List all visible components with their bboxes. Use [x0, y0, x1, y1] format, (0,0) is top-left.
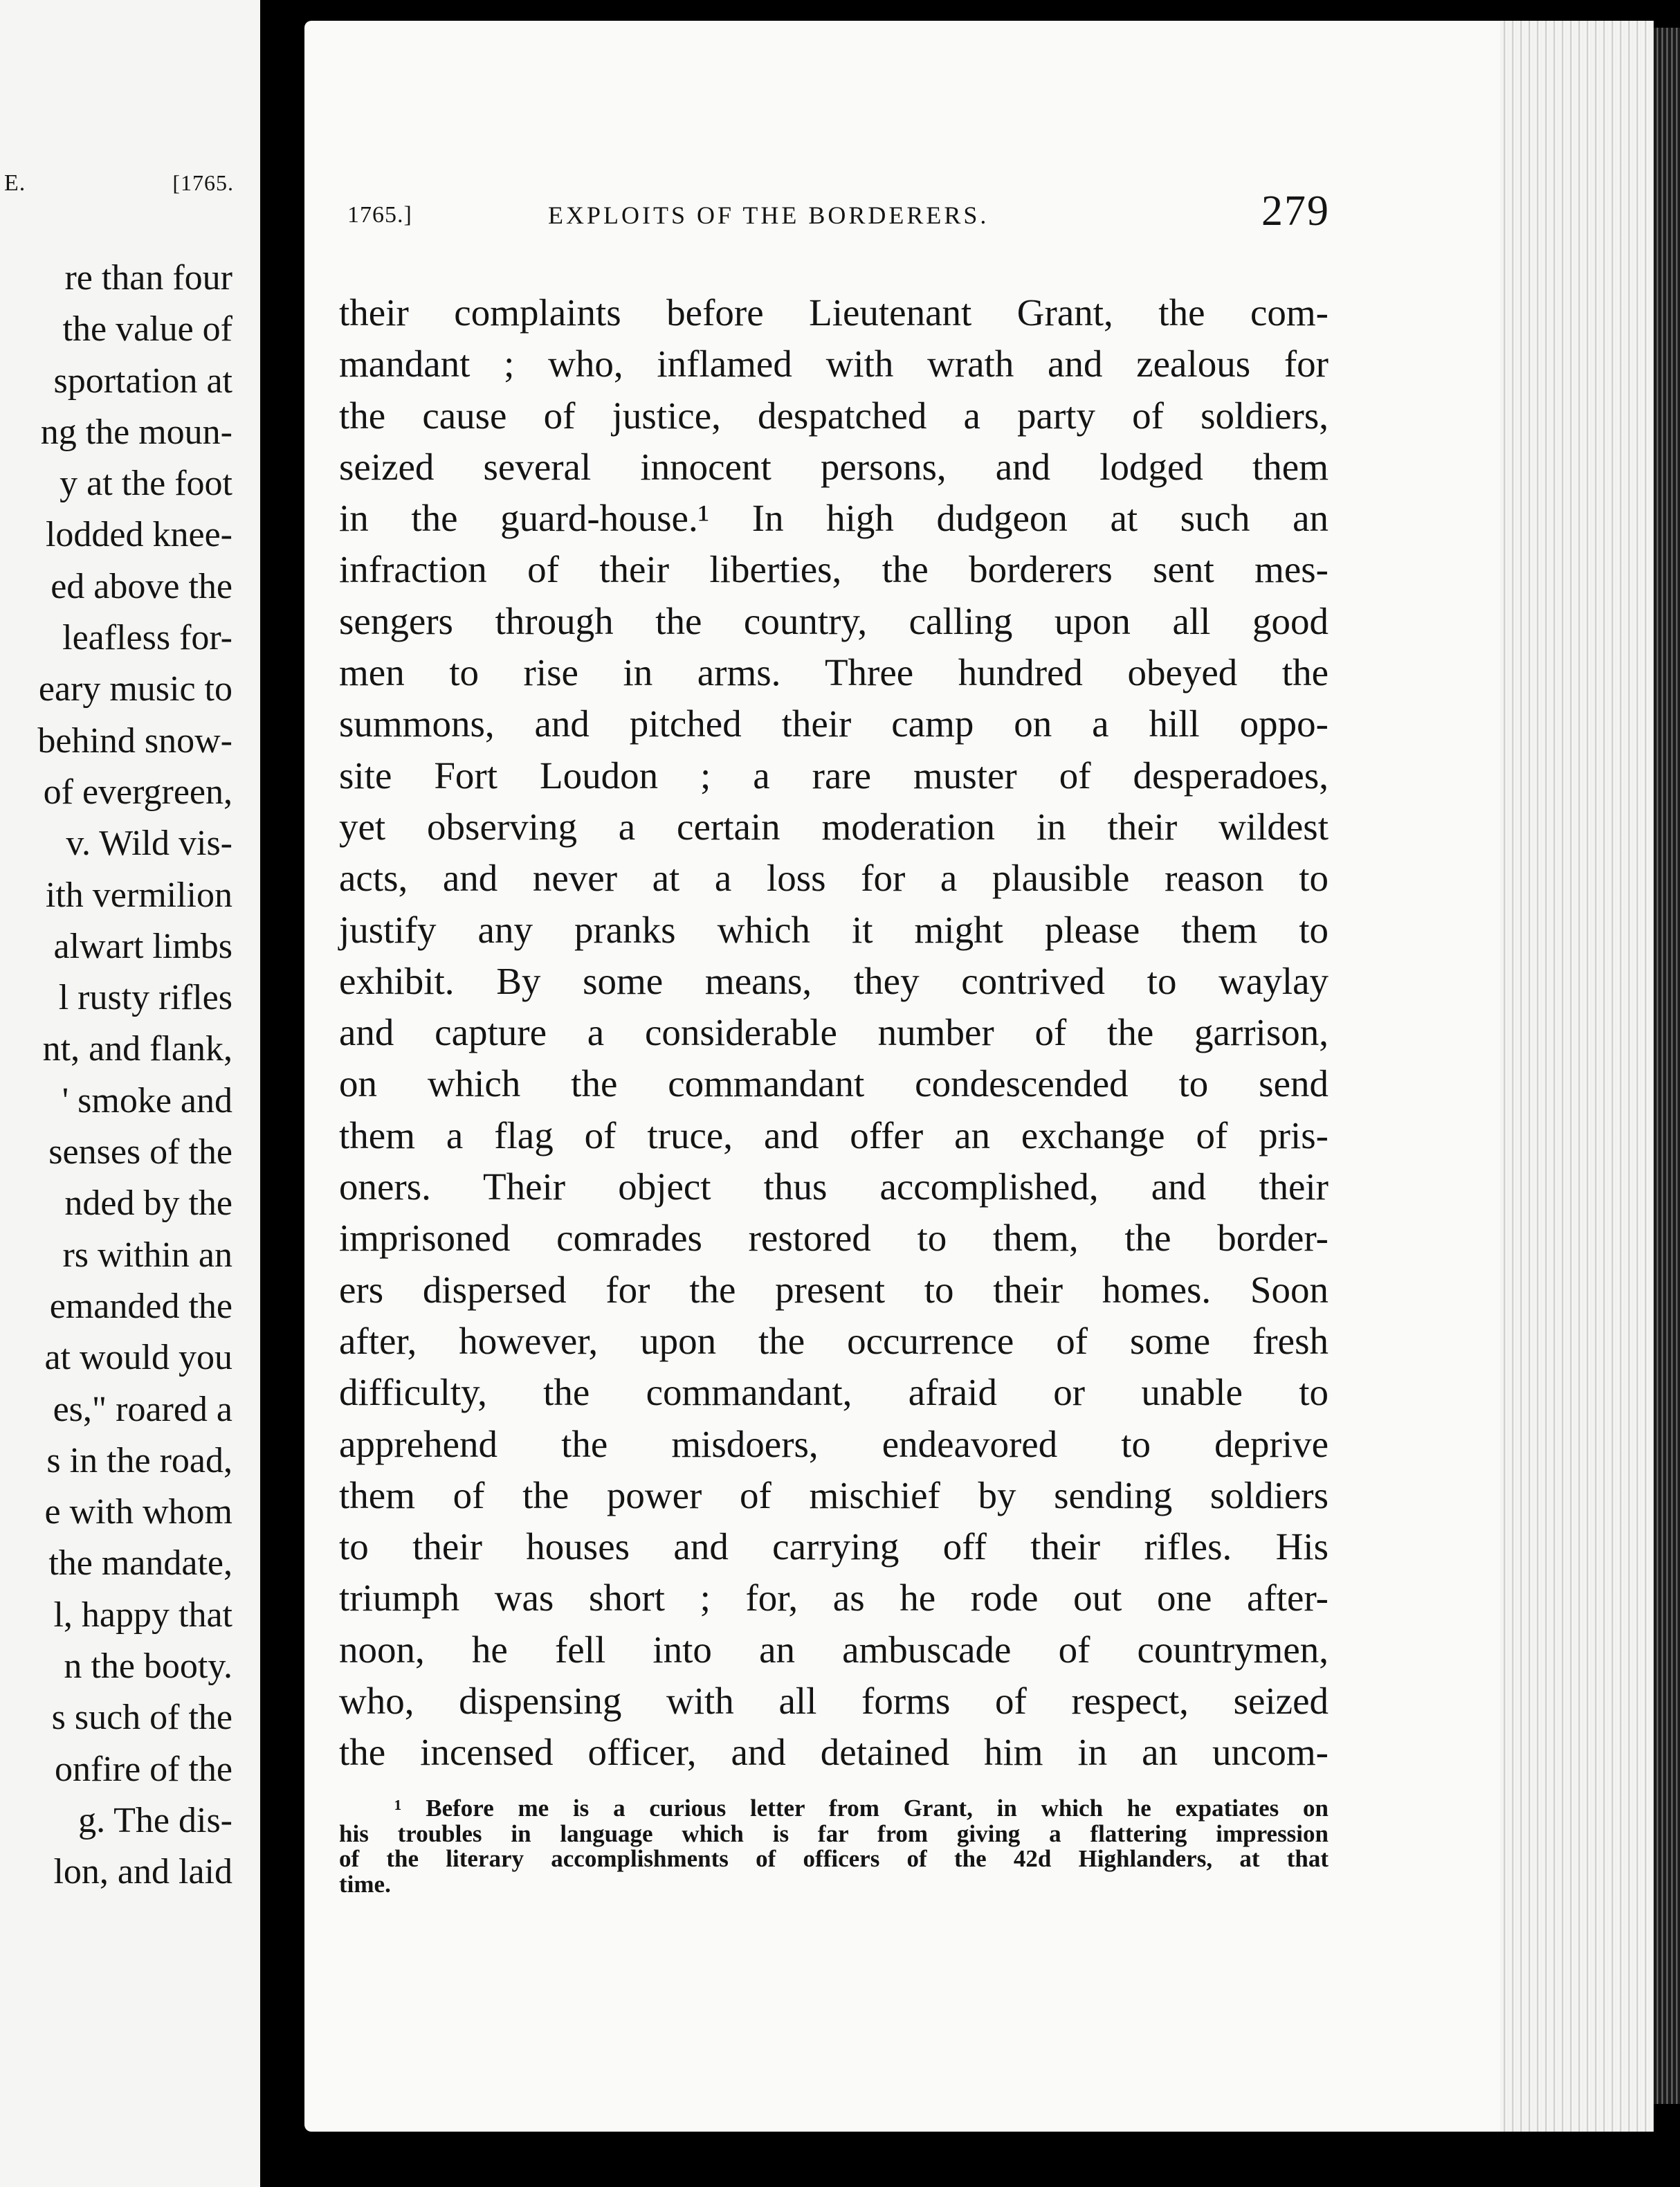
- left-text-line: ed above the: [51, 566, 232, 606]
- text-line: exhibit. By some means, they contrived to waylay: [339, 959, 1329, 1002]
- left-text-line: g. The dis-: [78, 1800, 232, 1840]
- text-line: them a flag of truce, and offer an exchange of pris-: [339, 1114, 1329, 1156]
- body-text: [339, 287, 1329, 1779]
- text-line: after, however, upon the occurrence of some fresh: [339, 1319, 1329, 1362]
- text-line: apprehend the misdoers, endeavored to deprive: [339, 1422, 1329, 1465]
- running-head-year: 1765.]: [347, 202, 412, 228]
- left-text-line: alwart limbs: [53, 926, 232, 966]
- left-text-line: emanded the: [49, 1286, 232, 1326]
- left-text-line: n the booty.: [64, 1646, 232, 1687]
- left-text-line: leafless for-: [62, 618, 232, 658]
- text-line: imprisoned comrades restored to them, the border-: [339, 1217, 1329, 1260]
- left-page-text: [0, 253, 260, 1898]
- left-text-line: rs within an: [62, 1235, 232, 1275]
- left-text-line: the value of: [62, 309, 232, 350]
- left-text-line: lodded knee-: [45, 515, 232, 555]
- footnote-line: of the literary accomplishments of officers of the 42d Highlanders, at that: [339, 1845, 1329, 1872]
- left-text-line: l, happy that: [53, 1595, 232, 1635]
- left-text-line: of evergreen,: [43, 772, 232, 812]
- left-text-line: onfire of the: [54, 1749, 232, 1789]
- text-line: acts, and never at a loss for a plausible reason to: [339, 857, 1329, 900]
- text-line: and capture a considerable number of the garrison,: [339, 1011, 1329, 1054]
- text-line: men to rise in arms. Three hundred obeyed the: [339, 651, 1329, 694]
- text-line: on which the commandant condescended to send: [339, 1062, 1329, 1105]
- left-text-line: s in the road,: [46, 1440, 232, 1480]
- text-line: who, dispensing with all forms of respect, seized: [339, 1680, 1329, 1723]
- left-text-line: the mandate,: [48, 1543, 232, 1583]
- left-text-line: sportation at: [53, 361, 232, 401]
- footnote-line: ¹ Before me is a curious letter from Grant, in which he expatiates on: [394, 1795, 1329, 1822]
- left-text-line: behind snow-: [37, 720, 232, 761]
- page-number: 279: [1261, 188, 1330, 235]
- text-line: justify any pranks which it might please them to: [339, 908, 1329, 951]
- text-line: yet observing a certain moderation in their wildest: [339, 805, 1329, 848]
- left-running-head: [0, 166, 260, 208]
- text-line: sengers through the country, calling upon all good: [339, 599, 1329, 642]
- text-line: ers dispersed for the present to their homes. Soon: [339, 1268, 1329, 1311]
- book-gutter: [260, 0, 304, 2187]
- page-edges-shadow: [1654, 28, 1680, 2104]
- left-text-line: ng the moun-: [40, 412, 232, 452]
- left-text-line: v. Wild vis-: [66, 824, 232, 864]
- left-page: [0, 0, 260, 2187]
- text-line: infraction of their liberties, the borderers sent mes-: [339, 548, 1329, 591]
- page-edges: [1500, 21, 1654, 2132]
- text-line: the cause of justice, despatched a party of soldiers,: [339, 394, 1329, 437]
- text-line: oners. Their object thus accomplished, and their: [339, 1165, 1329, 1208]
- text-line: in the guard-house.¹ In high dudgeon at such an: [339, 497, 1329, 540]
- left-text-line: senses of the: [48, 1132, 232, 1172]
- footnote-line: his troubles in language which is far from giving a flattering impression: [339, 1820, 1329, 1847]
- left-text-line: ' smoke and: [62, 1080, 232, 1120]
- text-line: triumph was short ; for, as he rode out one after-: [339, 1577, 1329, 1619]
- footnote-line: time.: [339, 1870, 391, 1898]
- left-running-head-fragment: E.: [4, 170, 26, 196]
- text-line: noon, he fell into an ambuscade of countrymen,: [339, 1628, 1329, 1671]
- left-text-line: s such of the: [51, 1698, 232, 1738]
- text-line: site Fort Loudon ; a rare muster of desperadoes,: [339, 754, 1329, 797]
- left-text-line: re than four: [64, 258, 232, 298]
- left-text-line: at would you: [44, 1338, 232, 1378]
- left-text-line: nt, and flank,: [42, 1029, 232, 1069]
- left-text-line: y at the foot: [60, 464, 232, 504]
- left-text-line: eary music to: [38, 669, 232, 709]
- left-running-head-year: [1765.: [172, 170, 234, 195]
- text-line: seized several innocent persons, and lodged them: [339, 445, 1329, 488]
- left-text-line: e with whom: [44, 1492, 232, 1532]
- text-line: summons, and pitched their camp on a hill oppo-: [339, 702, 1329, 745]
- footnote: [339, 1796, 1329, 1897]
- text-line: the incensed officer, and detained him in an uncom-: [339, 1731, 1329, 1774]
- text-line: to their houses and carrying off their rifles. His: [339, 1525, 1329, 1568]
- running-head: [347, 187, 1330, 242]
- text-line: them of the power of mischief by sending soldiers: [339, 1473, 1329, 1516]
- running-head-title: EXPLOITS OF THE BORDERERS.: [548, 201, 989, 229]
- text-line: mandant ; who, inflamed with wrath and zealous for: [339, 343, 1329, 385]
- left-text-line: lon, and laid: [53, 1852, 232, 1892]
- left-text-line: l rusty rifles: [58, 978, 232, 1018]
- text-line: their complaints before Lieutenant Grant, the com-: [339, 291, 1329, 334]
- left-text-line: ith vermilion: [45, 875, 232, 915]
- left-text-line: nded by the: [64, 1183, 232, 1224]
- text-line: difficulty, the commandant, afraid or unable to: [339, 1371, 1329, 1414]
- right-page: [304, 21, 1508, 2132]
- left-text-line: es," roared a: [53, 1389, 232, 1429]
